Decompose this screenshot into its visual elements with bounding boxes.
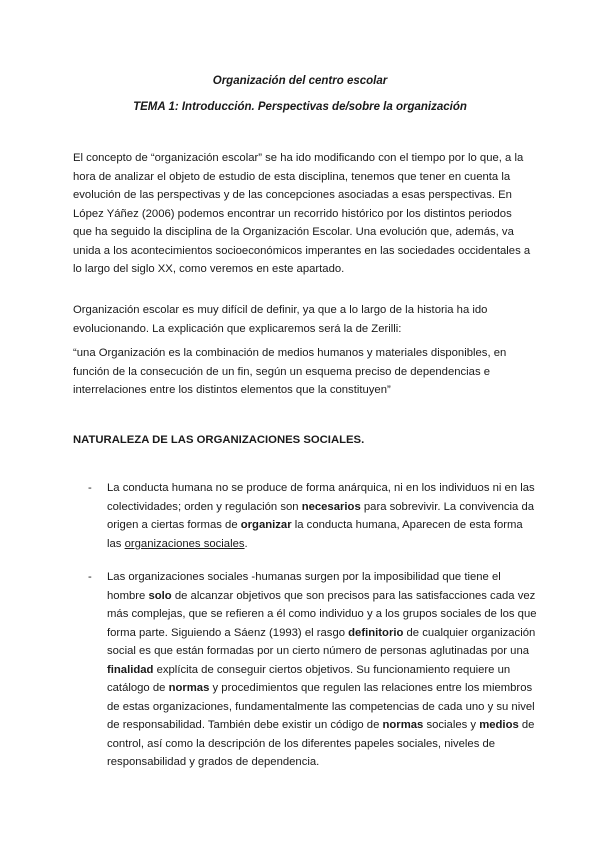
bullet-dash: - (88, 482, 92, 494)
zerilli-quote: “una Organización es la combinación de medios humanos y materiales disponibles, en función de la consecución de un fin, según un esquema preciso de dependencias e interrelaciones entre los distintos elementos que la constituyen” (73, 347, 507, 396)
emphasis: organizar (240, 519, 292, 531)
emphasis: necesarios (301, 500, 361, 513)
list-item (88, 568, 538, 772)
bullet-dash: - (88, 571, 92, 583)
emphasis: solo (148, 589, 172, 602)
document-subtitle: TEMA 1: Introducción. Perspectivas de/sobre la organización (133, 101, 467, 113)
definition-paragraph: Organización escolar es muy difícil de definir, ya que a lo largo de la historia ha ido evolucionando. La explicación que explicaremos será la de Zerilli: (73, 304, 488, 335)
emphasis: medios (479, 719, 519, 731)
underlined-term: organizaciones sociales (124, 537, 245, 550)
list-item (88, 479, 538, 553)
emphasis: definitorio (348, 626, 404, 639)
list-item-text: La conducta humana no se produce de forma anárquica, ni en los individuos ni en las colectividades; orden y regulación son necesarios para sobrevivir. La convivencia da origen a ciertas formas de organizar la conducta humana, Aparecen de esta forma las organizaciones sociales. (107, 482, 535, 550)
document-title: Organización del centro escolar (212, 75, 388, 87)
intro-paragraph: El concepto de “organización escolar” se ha ido modificando con el tiempo por lo que, a la hora de analizar el objeto de estudio de esta disciplina, tenemos que tener en cuenta la evolución de las perspectivas y de las concepciones asociadas a esas perspectivas. En López Yáñez (2006) podemos encontrar un recorrido histórico por los distintos periodos que ha seguido la disciplina de la Organización Escolar. Una evolución que, además, va unida a los acontecimientos socioeconómicos imperantes en las sociedades occidentales a lo largo del siglo XX, como veremos en este apartado. (73, 152, 531, 275)
emphasis: finalidad (107, 663, 154, 676)
list-item-text: Las organizaciones sociales -humanas surgen por la imposibilidad que tiene el hombre solo de alcanzar objetivos que son precisos para las satisfacciones cada vez más complejas, que se refieren a él como individuo y a los grupos sociales de los que forma parte. Siguiendo a Sáenz (1993) el rasgo definitorio de cualquier organización social es que están formadas por un cierto número de personas aglutinadas por una finalidad explícita de conseguir ciertos objetivos. Su funcionamiento requiere un catálogo de normas y procedimientos que regulen las relaciones entre los miembros de estas organizaciones, fundamentalmente las competencias de cada uno y su nivel de responsabilidad. También debe existir un código de normas sociales y medios de control, así como la descripción de los diferentes papeles sociales, niveles de responsabilidad y grados de dependencia. (107, 571, 537, 768)
emphasis: normas (168, 682, 210, 694)
section-heading: NATURALEZA DE LAS ORGANIZACIONES SOCIALES. (73, 434, 365, 446)
emphasis: normas (382, 719, 424, 731)
